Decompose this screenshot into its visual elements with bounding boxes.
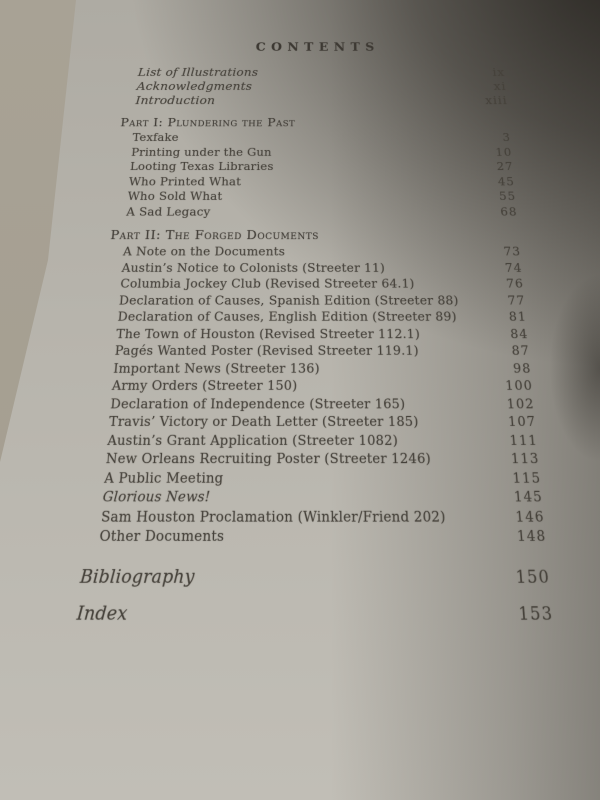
entry-title: Looting Texas Libraries [129,160,274,173]
toc-entry [102,309,527,326]
entry-title: Other Documents [98,527,225,545]
entry-page-number: 100 [504,378,534,394]
toc-entry [124,66,505,80]
entry-title: Army Orders (Streeter 150) [111,378,298,394]
entry-page-number: xiii [484,94,509,108]
toc-entry [123,80,507,94]
entry-title: Glorious News! [102,488,211,505]
entry-title: A Public Meeting [103,469,224,486]
entry-title: Travis’ Victory or Death Letter (Streeter 185) [108,413,419,430]
section-heading: Part I: Plundering the Past [119,116,296,130]
entry-page-number: 45 [497,174,516,188]
entry-title: Pagés Wanted Poster (Revised Streeter 119.1) [114,343,419,358]
toc-entry [93,413,537,431]
toc-entry [90,449,540,468]
entry-title: The Town of Houston (Revised Streeter 112.1) [115,326,421,341]
toc-entry [76,600,555,627]
entry-page-number: 74 [504,260,523,275]
table-of-contents [76,40,554,624]
entry-page-number: 98 [512,360,532,376]
entry-title: Declaration of Independence (Streeter 165) [109,395,406,412]
toc-entry [108,244,521,260]
toc-entry [115,174,516,189]
toc-entry [88,468,542,487]
toc-sections [83,116,547,546]
entry-page-number: 146 [514,507,546,525]
entry-title: Acknowledgments [136,80,253,94]
entry-page-number: 68 [499,204,518,218]
toc-entry [95,395,536,413]
entry-title: Sam Houston Proclamation (Winkler/Friend 202) [100,507,446,525]
entry-page-number: 10 [494,145,513,159]
entry-page-number: 76 [505,276,525,291]
entry-title: Who Sold What [127,189,223,203]
entry-page-number: 27 [496,160,514,173]
toc-entry [105,276,524,292]
entry-title: Texfake [132,131,180,144]
front-matter-list [122,66,508,108]
toc-entry [91,431,538,450]
toc-entry [83,526,547,546]
entry-page-number: 87 [511,343,531,358]
entry-page-number: 84 [509,326,529,341]
toc-entry [119,130,512,144]
entry-title: Bibliography [79,564,196,588]
entry-page-number: 3 [502,131,512,144]
entry-page-number: 73 [503,244,522,259]
back-matter-list [76,564,555,627]
entry-page-number: 145 [513,488,544,505]
entry-page-number: ix [492,66,506,80]
section-heading: Part II: The Forged Documents [109,228,319,243]
entry-page-number: 148 [516,527,547,545]
toc-entry [85,507,546,527]
entry-title: Printing under the Gun [130,145,272,159]
entry-page-number: 111 [508,432,539,448]
contents-title: CONTENTS [255,41,380,54]
entry-title: Important News (Streeter 136) [112,360,320,376]
toc-entry [112,204,518,219]
toc-entry [116,159,514,174]
toc-entry [117,145,513,160]
entry-page-number: 153 [517,603,555,625]
entry-title: New Orleans Recruiting Poster (Streeter 1246) [105,450,432,467]
entry-title: Austin’s Notice to Colonists (Streeter 11) [121,260,386,275]
entry-page-number: 77 [506,293,526,308]
toc-entry [96,377,533,395]
entry-title: Index [75,601,129,625]
entry-page-number: xi [493,80,507,94]
toc-entry [99,342,530,359]
toc-entry [79,564,551,590]
entry-page-number: 81 [508,309,528,324]
entry-title: Introduction [135,94,216,108]
entry-page-number: 115 [511,469,542,486]
entry-title: Columbia Jockey Club (Revised Streeter 64.1) [119,276,415,291]
toc-entry [113,189,516,204]
toc-entry [98,359,532,376]
entry-page-number: 107 [507,413,537,430]
entry-title: List of Illustrations [137,66,259,80]
entry-page-number: 150 [515,567,551,588]
entry-page-number: 113 [510,450,541,467]
entry-page-number: 55 [498,189,517,203]
entry-title: A Sad Legacy [125,204,211,218]
entry-title: A Note on the Documents [122,244,286,259]
toc-entry [104,292,526,309]
entry-title: Declaration of Causes, Spanish Edition (Streeter 88) [118,293,459,308]
toc-entry [107,260,523,276]
entry-page-number: 102 [506,395,536,412]
toc-entry [101,325,529,342]
entry-title: Who Printed What [128,174,242,188]
toc-entry [122,94,508,108]
toc-entry [86,487,543,506]
entry-title: Declaration of Causes, English Edition (Streeter 89) [117,309,458,324]
entry-title: Austin’s Grant Application (Streeter 1082) [106,432,399,448]
